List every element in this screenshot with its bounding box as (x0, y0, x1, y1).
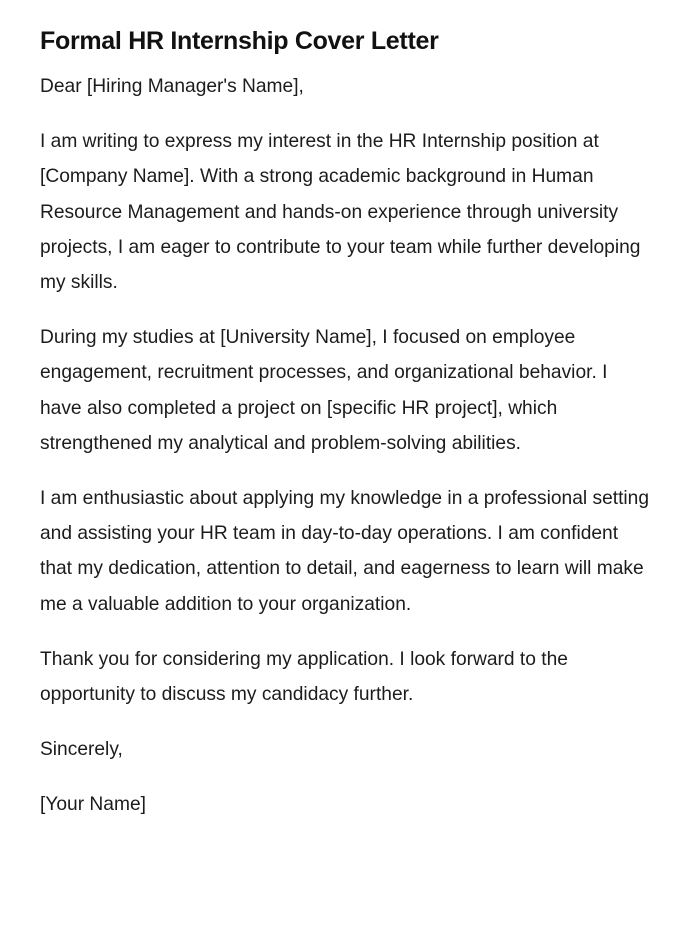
page-title: Formal HR Internship Cover Letter (40, 27, 439, 55)
salutation: Dear [Hiring Manager's Name], (40, 76, 304, 97)
body-paragraph-2: During my studies at [University Name], I focused on employee engagement, recruitment processes, and organizational behavior. I have also completed a project on [specific HR project], which strengthened my analytical and problem-solving abilities. (40, 327, 608, 454)
body-paragraph-1: I am writing to express my interest in the HR Internship position at [Company Name]. With a strong academic background in Human Resource Management and hands-on experience through university projects, I am eager to contribute to your team while further developing my skills. (40, 131, 641, 294)
letter-page (40, 24, 650, 823)
signature-placeholder: [Your Name] (40, 794, 146, 816)
body-paragraph-3: I am enthusiastic about applying my knowledge in a professional setting and assisting your HR team in day-to-day operations. I am confident that my dedication, attention to detail, and eagerness to learn will make me a valuable addition to your organization. (40, 488, 650, 615)
body-paragraph-4: Thank you for considering my application. I look forward to the opportunity to discuss my candidacy further. (40, 648, 568, 706)
closing: Sincerely, (40, 739, 123, 761)
